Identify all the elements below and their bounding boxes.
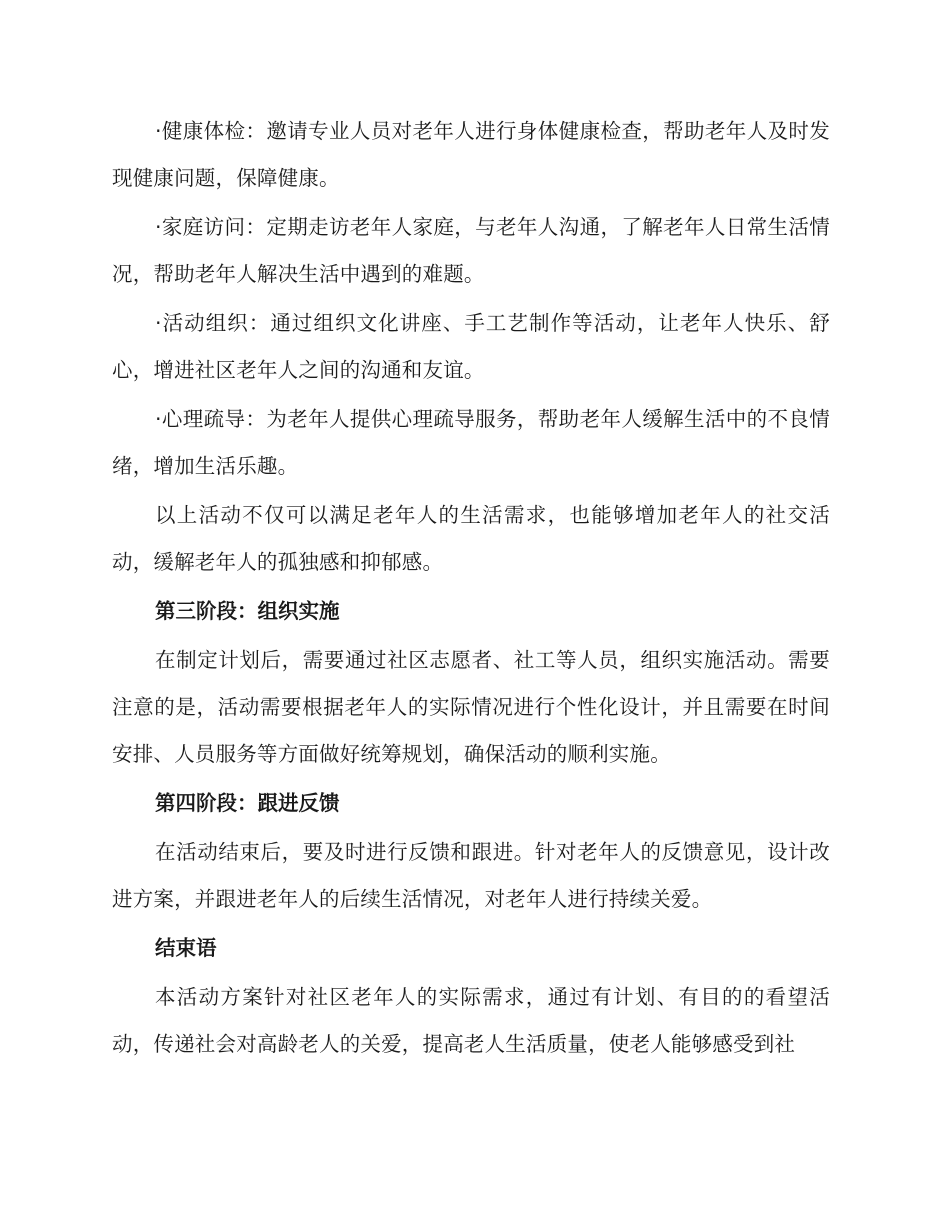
summary-paragraph: 以上活动不仅可以满足老年人的生活需求，也能够增加老年人的社交活动，缓解老年人的孤独感和抑郁感。 xyxy=(112,503,830,574)
bullet-counseling: ·心理疏导：为老年人提供心理疏导服务，帮助老年人缓解生活中的不良情绪，增加生活乐趣。 xyxy=(112,407,830,478)
stage-four-paragraph: 在活动结束后，要及时进行反馈和跟进。针对老年人的反馈意见，设计改进方案，并跟进老年人的后续生活情况，对老年人进行持续关爱。 xyxy=(112,840,830,911)
bullet-activity-organization: ·活动组织：通过组织文化讲座、手工艺制作等活动，让老年人快乐、舒心，增进社区老年人之间的沟通和友谊。 xyxy=(112,311,830,382)
heading-conclusion: 结束语 xyxy=(155,936,217,960)
stage-three-paragraph: 在制定计划后，需要通过社区志愿者、社工等人员，组织实施活动。需要注意的是，活动需要根据老年人的实际情况进行个性化设计，并且需要在时间安排、人员服务等方面做好统筹规划，确保活动的顺利实施。 xyxy=(112,648,830,766)
bullet-home-visit: ·家庭访问：定期走访老年人家庭，与老年人沟通，了解老年人日常生活情况，帮助老年人解决生活中遇到的难题。 xyxy=(112,215,830,286)
heading-stage-four: 第四阶段：跟进反馈 xyxy=(155,791,340,815)
heading-stage-three: 第三阶段：组织实施 xyxy=(155,599,340,623)
document-page xyxy=(112,108,830,1070)
conclusion-paragraph: 本活动方案针对社区老年人的实际需求，通过有计划、有目的的看望活动，传递社会对高龄老人的关爱，提高老人生活质量，使老人能够感受到社 xyxy=(112,985,830,1056)
bullet-health-check: ·健康体检：邀请专业人员对老年人进行身体健康检查，帮助老年人及时发现健康问题，保障健康。 xyxy=(112,119,830,190)
